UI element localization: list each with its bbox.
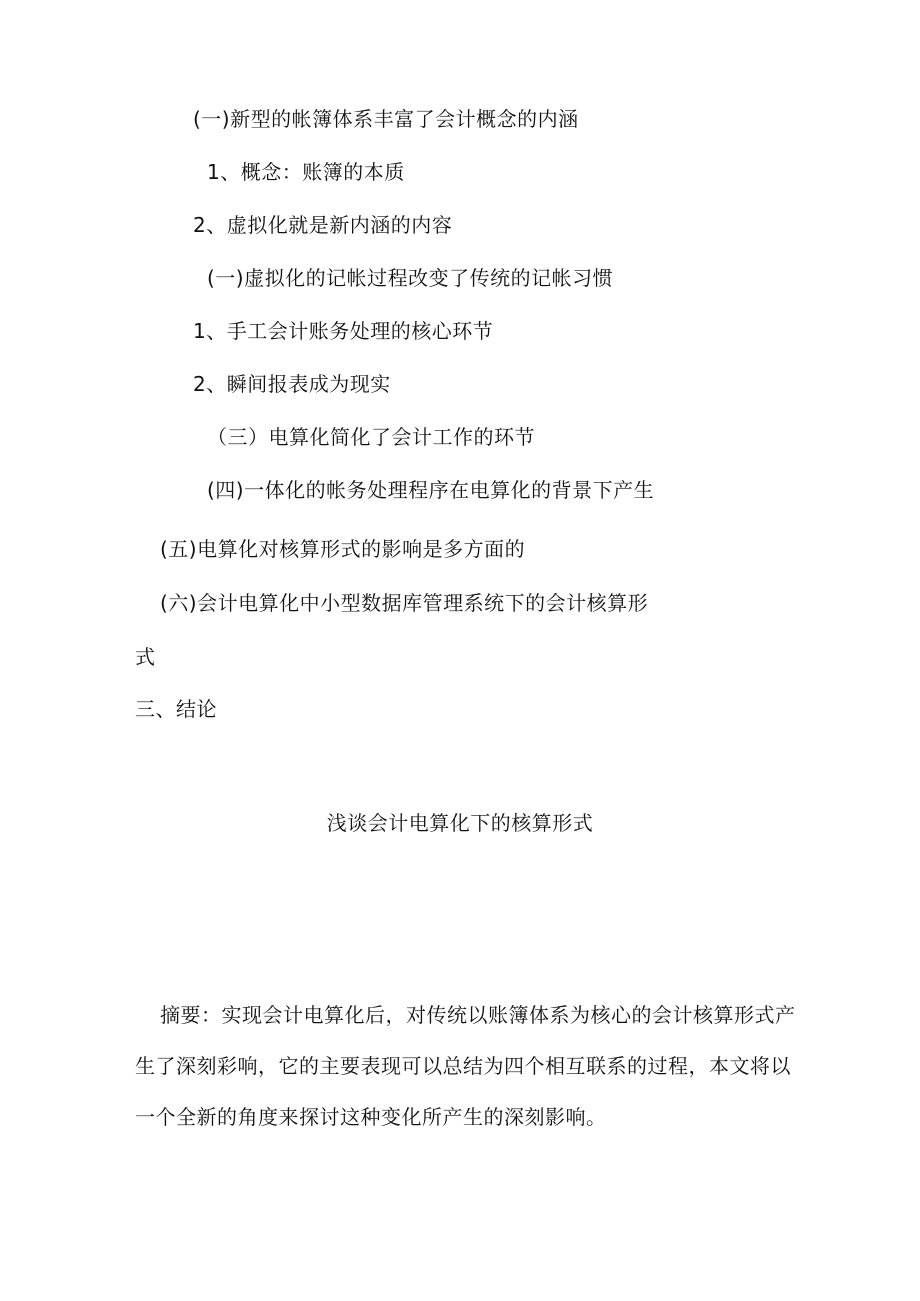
outline-item: （三）电算化简化了会计工作的环节 [207,425,535,449]
outline-item: (一)新型的帐簿体系丰富了会计概念的内涵 [193,107,579,131]
article-title: 浅谈会计电算化下的核算形式 [326,811,594,835]
abstract-line: 摘要：实现会计电算化后，对传统以账簿体系为核心的会计核算形式产 [160,1003,796,1027]
outline-item: 1、手工会计账务处理的核心环节 [193,319,494,343]
outline-item: 2、瞬间报表成为现实 [193,372,391,396]
outline-item-continued: 式 [135,645,156,669]
outline-item: (一)虚拟化的记帐过程改变了传统的记帐习惯 [207,266,614,290]
abstract-line: 生了深刻彩响，它的主要表现可以总结为四个相互联系的过程，本文将以 [135,1054,791,1078]
abstract-line: 一个全新的角度来探讨这种变化所产生的深刻影响。 [135,1105,607,1129]
outline-item: 2、虚拟化就是新内涵的内容 [193,213,453,237]
outline-item: 1、概念：账簿的本质 [207,160,405,184]
outline-item: 三、结论 [135,697,217,721]
outline-item: (五)电算化对核算形式的影响是多方面的 [160,537,526,561]
outline-item: (六)会计电算化中小型数据库管理系统下的会计核算形 [160,591,649,615]
outline-item: (四)一体化的帐务处理程序在电算化的背景下产生 [207,478,655,502]
